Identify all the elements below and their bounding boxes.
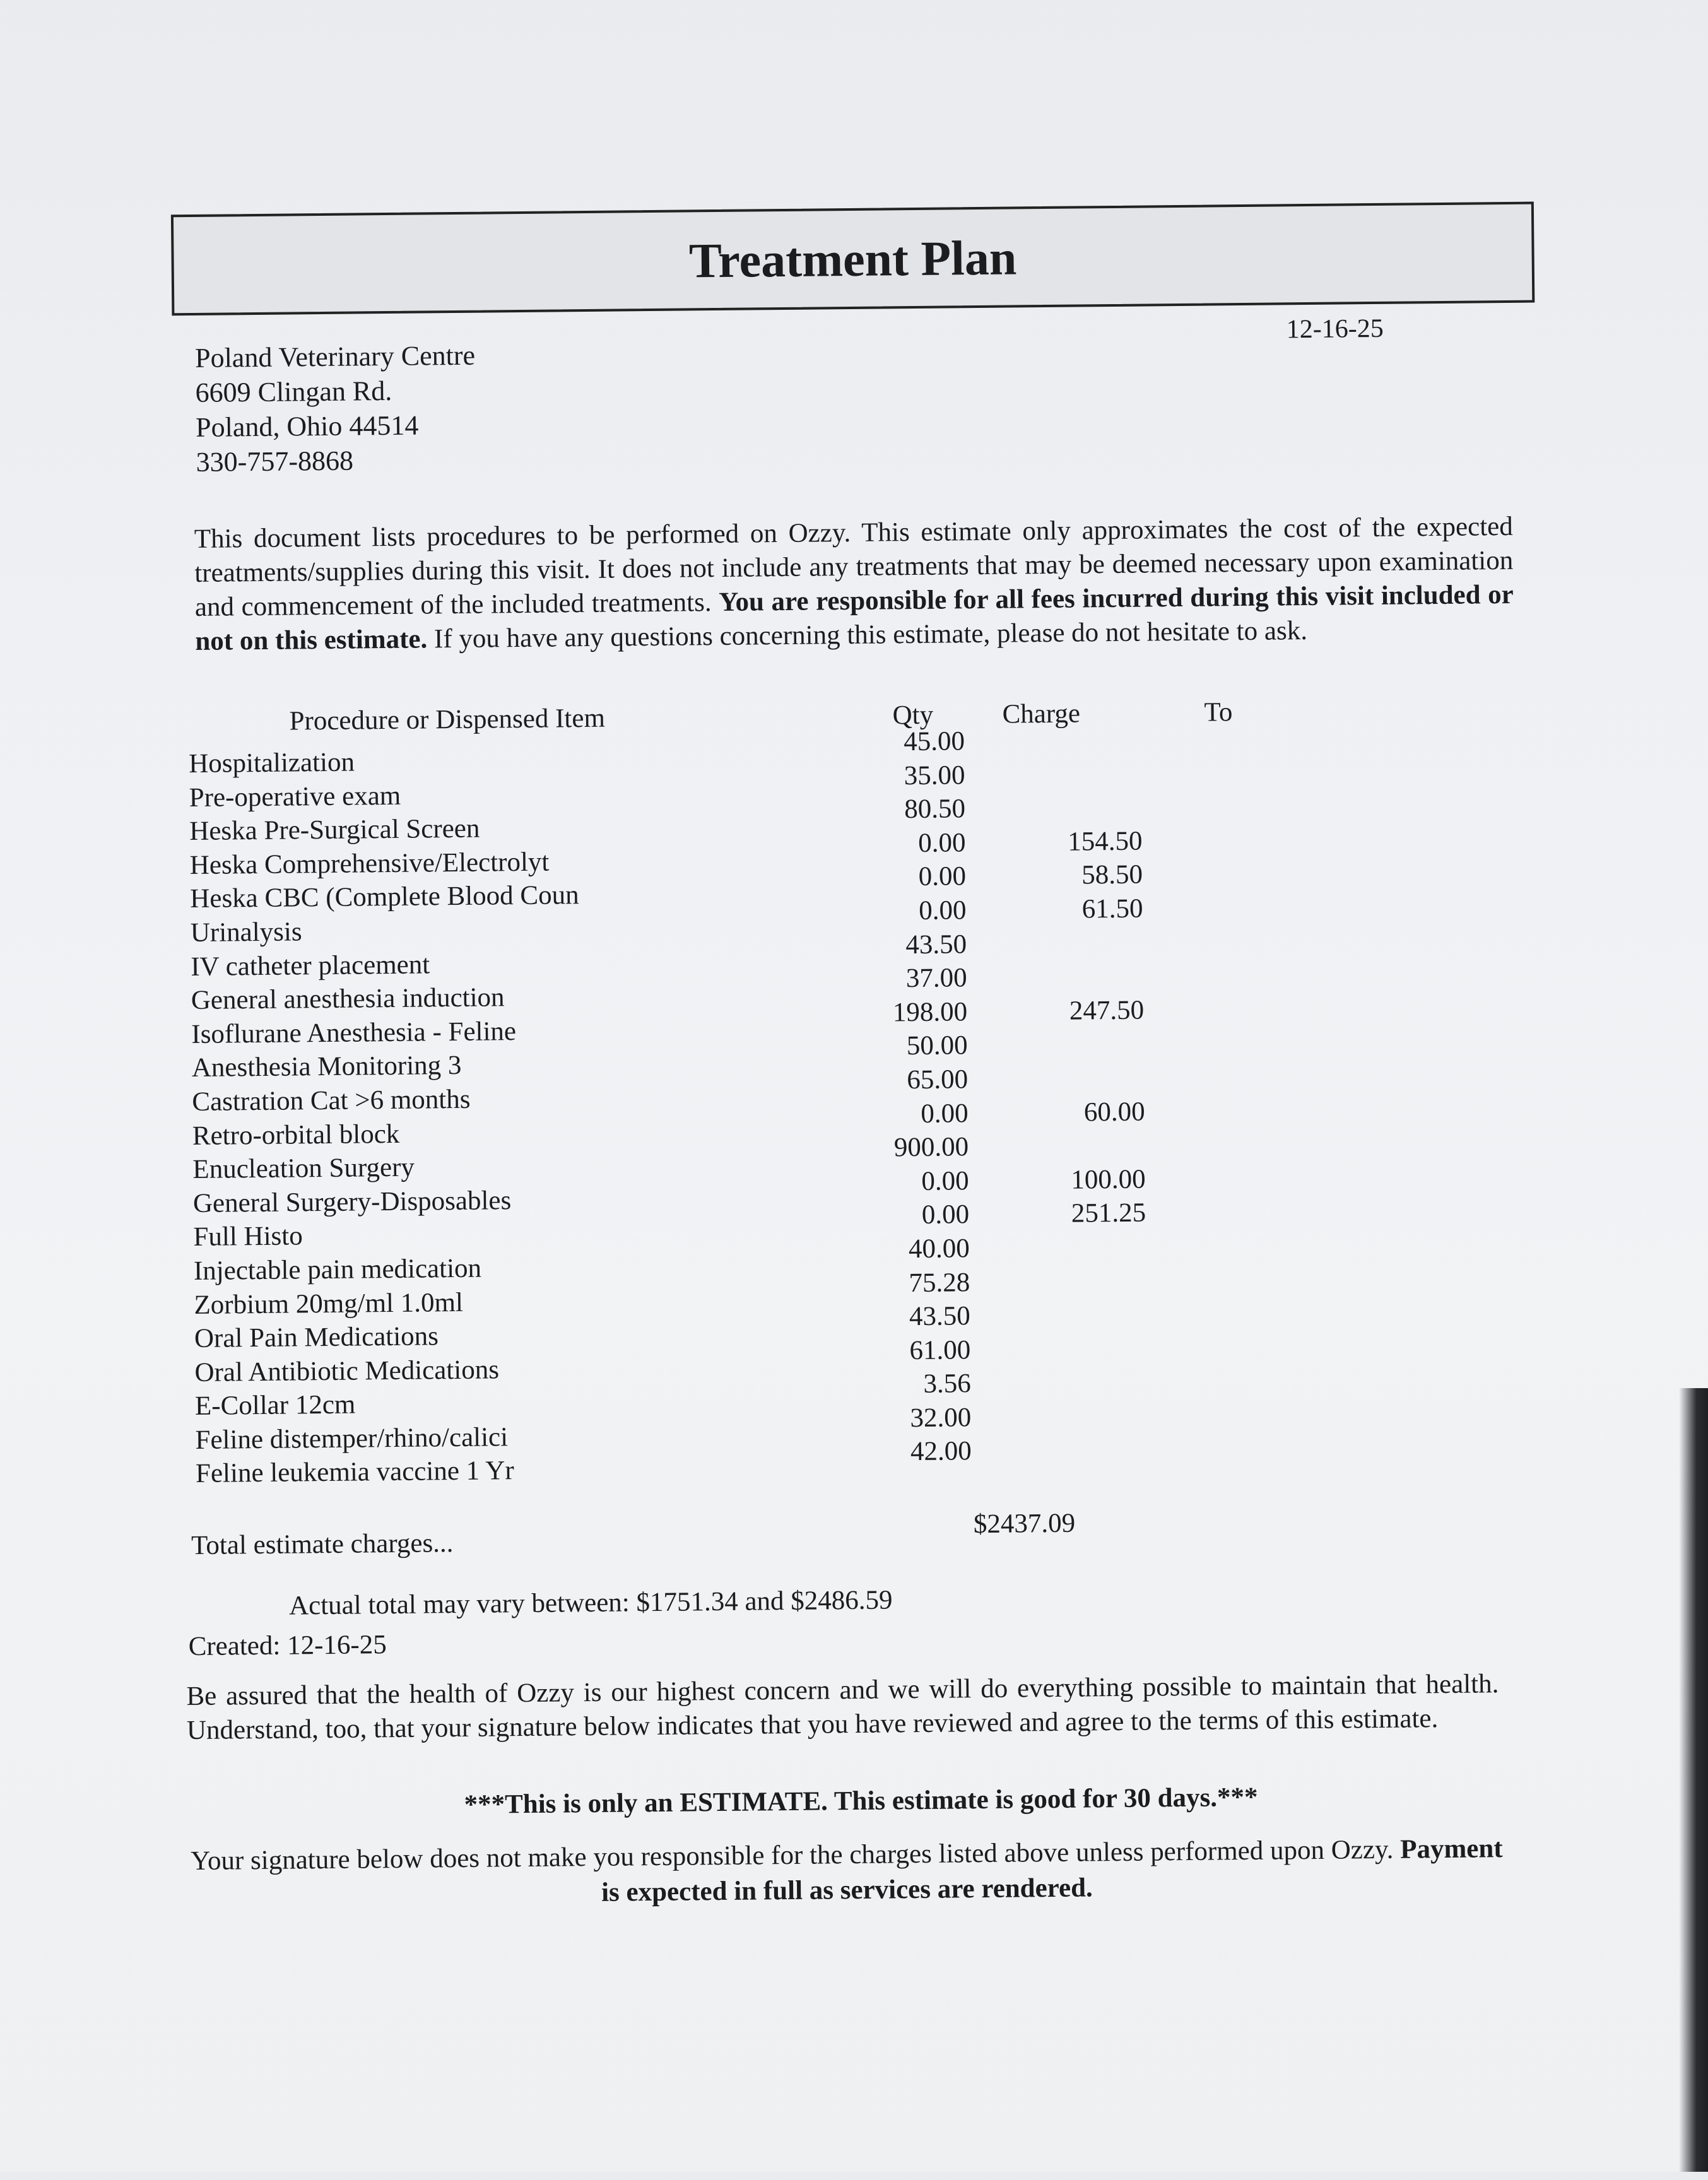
procedure-name: Isoflurane Anesthesia - Feline	[191, 1016, 517, 1049]
procedure-charge: 3.56	[923, 1369, 971, 1399]
clinic-address-line1: 6609 Clingan Rd.	[195, 375, 392, 408]
page-title: Treatment Plan	[688, 230, 1017, 288]
procedure-name: IV catheter placement	[191, 949, 430, 982]
procedure-name: Zorbium 20mg/ml 1.0ml	[194, 1287, 464, 1320]
vary-range-text: Actual total may vary between: $1751.34 and $2486.59	[288, 1585, 893, 1621]
total-value: $2437.09	[973, 1508, 1076, 1540]
procedure-to: 58.50	[1081, 859, 1143, 890]
procedure-charge: 42.00	[910, 1436, 972, 1467]
procedure-charge: 40.00	[908, 1234, 970, 1264]
procedure-name: Heska Pre-Surgical Screen	[189, 813, 480, 847]
document-date: 12-16-25	[1286, 314, 1384, 345]
procedure-charge: 50.00	[906, 1030, 968, 1061]
procedure-charge: 0.00	[918, 861, 967, 892]
created-date-text: Created: 12-16-25	[188, 1630, 387, 1662]
procedure-charge: 65.00	[907, 1064, 969, 1095]
clinic-name: Poland Veterinary Centre	[194, 339, 476, 374]
intro-bold-text: You are responsible for all fees incurred during this visit included or not on this estimate.	[195, 579, 1514, 656]
procedure-charge: 198.00	[892, 996, 968, 1028]
procedure-name: Enucleation Surgery	[192, 1152, 415, 1185]
procedure-name: Anesthesia Monitoring 3	[191, 1051, 462, 1083]
procedure-charge: 0.00	[921, 1165, 969, 1196]
procedure-to: 60.00	[1083, 1097, 1145, 1128]
procedure-to: 61.50	[1081, 893, 1143, 924]
procedure-charge: 900.00	[893, 1132, 969, 1163]
signature-note	[191, 1831, 1504, 1914]
payment-expected-text: Payment is expected in full as services are rendered.	[601, 1834, 1503, 1907]
table-body	[189, 726, 1331, 1489]
procedure-name: Feline leukemia vaccine 1 Yr	[195, 1456, 514, 1489]
intro-paragraph	[194, 510, 1514, 659]
procedure-to: 154.50	[1068, 826, 1143, 857]
procedure-name: Retro-orbital block	[192, 1119, 400, 1151]
procedure-charge: 43.50	[909, 1301, 970, 1332]
estimate-validity-note: ***This is only an ESTIMATE. This estimate is good for 30 days.***	[464, 1782, 1258, 1820]
procedure-to: 251.25	[1071, 1198, 1146, 1228]
procedure-to: 100.00	[1071, 1164, 1146, 1195]
procedure-charge: 61.00	[909, 1335, 971, 1365]
procedure-name: E-Collar 12cm	[194, 1389, 356, 1422]
procedure-charge: 45.00	[903, 726, 965, 757]
header-charge: Charge	[1002, 698, 1081, 729]
procedure-charge: 0.00	[918, 828, 966, 858]
procedure-charge: 32.00	[910, 1403, 972, 1434]
procedure-name: General anesthesia induction	[191, 982, 505, 1016]
intro-text-2: If you have any questions concerning this estimate, please do not hesitate to ask.	[427, 616, 1308, 654]
header-procedure: Procedure or Dispensed Item	[289, 703, 606, 736]
assurance-paragraph: Be assured that the health of Ozzy is our highest concern and we will do everything possible to maintain that health. Understand, too, that your signature below indicates that you have reviewed and agree to the terms of this estimate.	[186, 1669, 1499, 1746]
total-label: Total estimate charges...	[191, 1528, 454, 1561]
procedure-charge: 0.00	[921, 1199, 970, 1230]
intro-text-1: This document lists procedures to be performed on Ozzy. This estimate only approximates the cost of the expected treatments/supplies during this visit. It does not include any treatments that may be deemed necessary upon examination and commencement of the included treatments.	[194, 511, 1514, 622]
procedure-name: General Surgery-Disposables	[192, 1185, 512, 1218]
procedure-charge: 0.00	[921, 1098, 969, 1129]
header-qty: Qty	[892, 700, 934, 731]
procedure-charge: 35.00	[904, 760, 965, 791]
procedure-name: Injectable pain medication	[193, 1253, 482, 1286]
clinic-phone: 330-757-8868	[196, 445, 354, 478]
procedure-name: Urinalysis	[190, 917, 302, 948]
total-row	[191, 1508, 1327, 1562]
procedure-name: Hospitalization	[189, 747, 355, 779]
procedure-name: Pre-operative exam	[189, 781, 401, 813]
header-to: To	[1204, 697, 1233, 728]
clinic-address-line2: Poland, Ohio 44514	[195, 409, 419, 443]
procedure-name: Heska Comprehensive/Electrolyt	[189, 847, 550, 880]
procedure-charge: 0.00	[919, 895, 967, 926]
procedure-charge: 43.50	[905, 929, 967, 960]
procedure-name: Oral Antibiotic Medications	[194, 1355, 500, 1388]
signature-note-text: Your signature below does not make you responsible for the charges listed above unless performed upon Ozzy.	[190, 1834, 1401, 1877]
procedure-table	[188, 696, 1331, 1489]
clinic-info	[195, 338, 476, 480]
procedure-name: Oral Pain Medications	[194, 1321, 439, 1354]
procedure-to: 247.50	[1069, 995, 1145, 1026]
procedure-name: Feline distemper/rhino/calici	[195, 1422, 509, 1455]
procedure-charge: 80.50	[904, 794, 966, 825]
procedure-charge: 75.28	[909, 1267, 970, 1298]
procedure-name: Castration Cat >6 months	[192, 1084, 471, 1117]
title-box	[171, 202, 1534, 316]
procedure-name: Full Histo	[193, 1221, 303, 1252]
procedure-name: Heska CBC (Complete Blood Coun	[190, 880, 579, 914]
procedure-charge: 37.00	[905, 963, 967, 994]
